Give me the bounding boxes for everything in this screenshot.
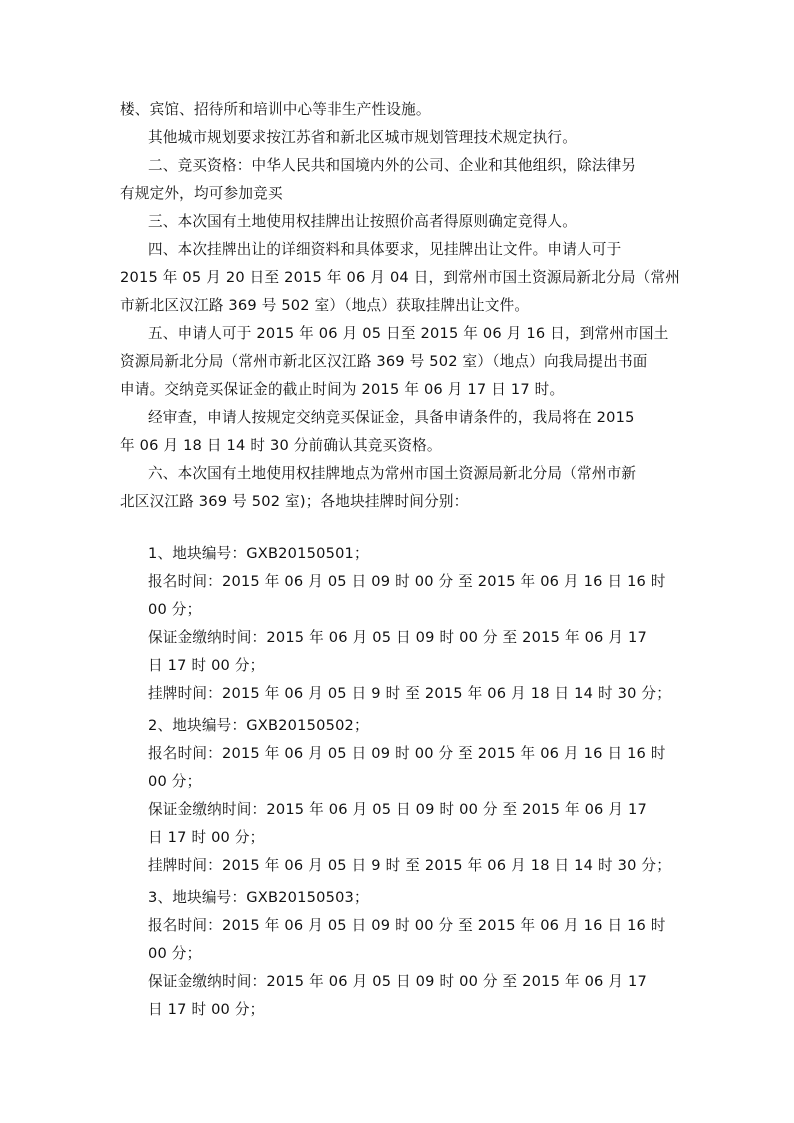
plot-3-deposit-line-2: 日 17 时 00 分； [148,1001,265,1018]
plot-2-deposit-line-2: 日 17 时 00 分； [148,829,265,846]
plot-1-listing-line-1: 挂牌时间：2015 年 06 月 05 日 9 时 至 2015 年 06 月 18 日 14 时 30 分； [148,685,671,702]
paragraph-location-line-2: 北区汉江路 369 号 502 室)；各地块挂牌时间分别： [120,493,469,510]
plot-3-deposit-line-1: 保证金缴纳时间：2015 年 06 月 05 日 09 时 00 分 至 2015 年 06 月 17 [148,973,647,990]
paragraph-location-line-1: 六、本次国有土地使用权挂牌地点为常州市国土资源局新北分局（常州市新 [148,465,637,482]
plot-3-title: 3、地块编号：GXB20150503； [148,889,369,906]
plot-2-title: 2、地块编号：GXB20150502； [148,717,369,734]
paragraph-documents-line-1: 四、本次挂牌出让的详细资料和具体要求，见挂牌出让文件。申请人可于 [148,241,622,258]
plot-2-signup-line-1: 报名时间：2015 年 06 月 05 日 09 时 00 分 至 2015 年 06 月 16 日 16 时 [148,745,666,762]
paragraph-qualification-line-1: 二、竞买资格：中华人民共和国境内外的公司、企业和其他组织，除法律另 [148,157,637,174]
plot-2-signup-line-2: 00 分； [148,773,202,790]
plot-3-signup-line-2: 00 分； [148,945,202,962]
paragraph-qualification-line-2: 有规定外，均可参加竞买 [120,185,283,202]
plot-1-signup-line-2: 00 分； [148,601,202,618]
paragraph-documents-line-3: 市新北区汉江路 369 号 502 室）（地点）获取挂牌出让文件。 [120,297,530,314]
plot-3-signup-line-1: 报名时间：2015 年 06 月 05 日 09 时 00 分 至 2015 年 06 月 16 日 16 时 [148,917,666,934]
paragraph-planning-line-1: 其他城市规划要求按江苏省和新北区城市规划管理技术规定执行。 [148,129,578,146]
plot-2-listing-line-1: 挂牌时间：2015 年 06 月 05 日 9 时 至 2015 年 06 月 18 日 14 时 30 分； [148,857,671,874]
plot-1-title: 1、地块编号：GXB20150501； [148,545,369,562]
paragraph-review-line-1: 经审查，申请人按规定交纳竞买保证金，具备申请条件的，我局将在 2015 [148,409,635,426]
paragraph-review-line-2: 年 06 月 18 日 14 时 30 分前确认其竞买资格。 [120,437,442,454]
plot-1-deposit-line-2: 日 17 时 00 分； [148,657,265,674]
plot-1-signup-line-1: 报名时间：2015 年 06 月 05 日 09 时 00 分 至 2015 年 06 月 16 日 16 时 [148,573,666,590]
paragraph-application-line-2: 资源局新北分局（常州市新北区汉江路 369 号 502 室）（地点）向我局提出书面 [120,353,648,370]
paragraph-documents-line-2: 2015 年 05 月 20 日至 2015 年 06 月 04 日，到常州市国土资源局新北分局（常州 [120,269,681,286]
paragraph-facilities-line-1: 楼、宾馆、招待所和培训中心等非生产性设施。 [120,101,431,118]
paragraph-application-line-1: 五、申请人可于 2015 年 06 月 05 日至 2015 年 06 月 16 日，到常州市国土 [148,325,669,342]
paragraph-principle-line-1: 三、本次国有土地使用权挂牌出让按照价高者得原则确定竞得人。 [148,213,578,230]
plot-1-deposit-line-1: 保证金缴纳时间：2015 年 06 月 05 日 09 时 00 分 至 2015 年 06 月 17 [148,629,647,646]
paragraph-application-line-3: 申请。交纳竞买保证金的截止时间为 2015 年 06 月 17 日 17 时。 [120,381,565,398]
plot-2-deposit-line-1: 保证金缴纳时间：2015 年 06 月 05 日 09 时 00 分 至 2015 年 06 月 17 [148,801,647,818]
